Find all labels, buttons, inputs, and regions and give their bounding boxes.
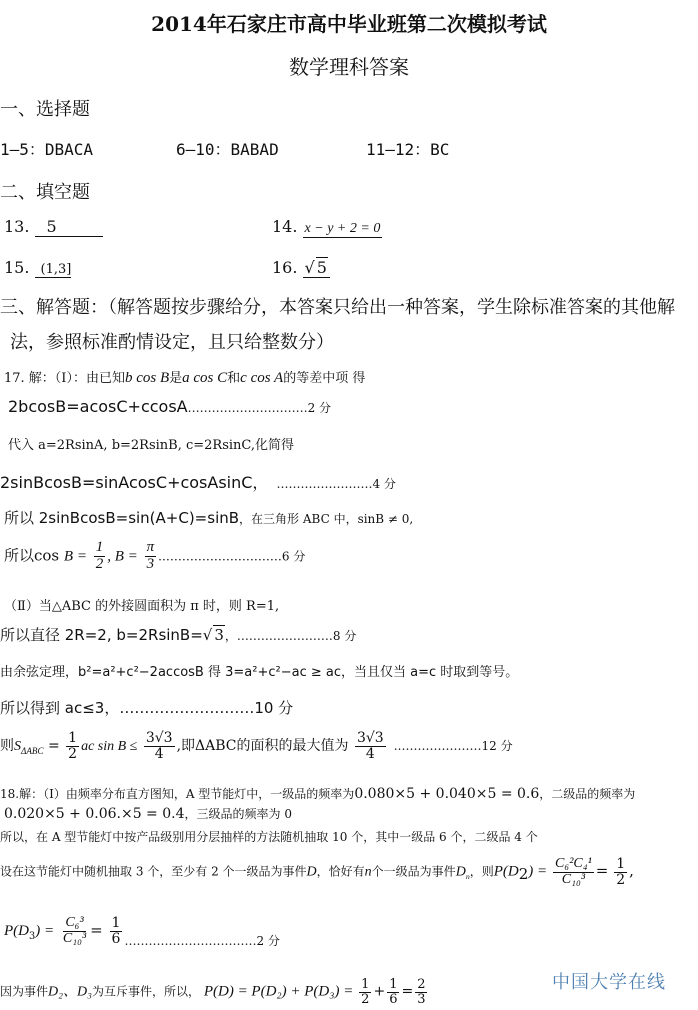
q18-l2-text: ，三级品的频率为 0 [184,807,292,821]
q18-l4-eq: = [595,861,609,880]
fraction-two-thirds [415,978,427,1006]
q18-l6-expr: P(D) = P(D₂) + P(D₃) = [203,983,354,1000]
fraction-3root3-4 [144,731,175,761]
q18-l5-p2: ) = [35,923,55,940]
q17-eq2-dots: ……………………4 分 [276,477,396,491]
page-subtitle: 数学理科答案 [289,55,409,79]
frac-den: C₁₀³ [561,871,586,887]
q18-l4-text: 设在这节能灯中随机抽取 3 个，至少有 2 个一级品为事件 [0,864,307,879]
q17-eq6: 由余弦定理，b²=a²+c²−2accosB 得 3=a²+c²−ac ≥ ac，当且仅当 a=c 时取到等号。 [0,665,519,680]
fraction-one-half [614,857,627,887]
fraction-one-sixth [387,978,399,1006]
q18-l4-comma: , [629,861,634,880]
q18-l5-p: P(D [4,923,29,940]
q18-line1 [0,785,635,802]
q17-intro-math2: a cos C [182,370,228,386]
fill-q13 [4,217,103,237]
section-heading-choice: 一、选择题 [0,99,90,120]
frac-den: 3 [146,555,155,572]
q18-l1-math: 0.080×5 + 0.040×5 = 0.6 [354,786,540,802]
q17-eq7: 所以得到 ac≤3，………………………10 分 [0,699,294,717]
q17-eq4-var2: , B = [107,548,138,565]
q13-answer: 5 [35,217,103,237]
q13-label: 13. [4,217,30,236]
q16-label: 16. [272,258,298,277]
frac-num: 3√3 [145,730,173,746]
q17-intro-text2: 是 [169,371,183,386]
q17-eq4-dots: .…………………………6 分 [158,549,306,564]
q16-answer: √ 5 [303,258,330,278]
q18-l6-plus: + [373,983,386,1000]
page-title: 2014年石家庄市高中毕业班第二次模拟考试 [151,12,547,36]
q18-l6-text2: 为互斥事件，所以， [91,984,200,999]
section-heading-solve-line2: 法，参照标准酌情设定，且只给整数分） [10,332,334,353]
q14-answer: x − y + 2 = 0 [304,221,381,236]
q18-l4-dn: D [455,864,466,880]
q18-l6-math: D₂、D₃ [48,984,92,1000]
q18-l1-text2: ，二级品的频率为 [539,787,636,801]
q18-l4-text3: 个一级品为事件 [371,864,456,879]
q18-l2-math: 0.020×5 + 0.06.×5 = 0.4 [4,806,185,822]
q17-eq5-radicand: 3 [214,626,224,644]
fraction-one-sixth [110,916,123,946]
q18-line2 [4,805,292,822]
fraction-combination [61,916,88,946]
fill-q16 [272,258,330,278]
frac-den: 2 [616,871,626,888]
q15-label: 15. [4,258,30,277]
frac-den: 6 [111,930,121,947]
q18-l4-n: n [364,864,372,880]
frac-num: C₆²C₄¹ [554,856,592,871]
q17-intro-math1: b cos B [124,370,170,386]
q18-l4-text4: ，则 [469,864,494,879]
q17-intro [4,367,365,387]
choice-answers-6-10: 6—10：BABAD [176,140,279,159]
frac-num: 1 [361,977,370,992]
frac-num: 1 [68,730,78,746]
choice-answers-11-12: 11—12：BC [366,140,450,159]
section-heading-fill: 二、填空题 [0,182,90,203]
q17-eq1 [8,397,331,416]
watermark-logo: 中国大学在线 [552,972,666,993]
q17-intro-text: 17. 解：（Ⅰ）：由已知 [4,371,125,386]
q17-eq3-note: ，在三角形 ABC 中，sinB ≠ 0, [239,512,414,526]
frac-num: 1 [95,539,104,555]
q18-l1-text: 18.解：（Ⅰ）由频率分布直方图知，A 型节能灯中，一级品的频率为 [0,787,355,801]
fill-q15 [4,258,71,278]
q17-intro-math3: c cos A [240,370,284,386]
q18-l5-p-sub: 3 [29,931,36,943]
q18-l6-eq: = [401,983,414,1000]
frac-den: C₁₀³ [62,930,87,946]
q17-intro-text3: 和 [227,371,241,386]
frac-num: C₆³ [65,915,84,930]
q18-l4-p-sub: 2 [518,865,529,884]
frac-num: π [146,539,155,555]
q14-label: 14. [272,217,298,236]
q18-line6 [0,978,429,1006]
q17-eq8-text2: ,即ΔABC的面积的最大值为 [176,738,349,755]
q18-l4-text2: ，恰好有 [316,864,365,879]
q18-line4 [0,857,634,887]
frac-den: 3 [417,991,426,1007]
q18-l4-dn-sub: n [465,872,470,882]
q17-eq8-text: 则 [0,738,14,755]
frac-den: 6 [389,991,398,1007]
fraction-one-half [94,540,106,573]
frac-den: 2 [95,555,104,572]
frac-num: 1 [111,915,121,931]
fill-q14 [272,217,382,238]
frac-num: 3√3 [356,730,384,746]
q15-answer: (1,3] [35,262,71,278]
q17-eq8-dots: .…………………12 分 [393,739,513,754]
frac-num: 1 [616,856,626,872]
q18-line3: 所以，在 A 型节能灯中按产品级别用分层抽样的方法随机抽取 10 个，其中一级品 6 个，二级品 4 个 [0,830,538,844]
q17-eq5: 所以直径 2R=2, b=2RsinB=√ 3，……………………8 分 [0,626,357,644]
q17-eq3-text: 所以 2sinBcosB=sin(A+C)=sinB [4,509,240,527]
frac-num: 2 [417,977,426,992]
frac-den: 4 [154,745,164,762]
frac-den: 2 [68,745,78,762]
q17-eq4-var: B = [63,548,87,565]
q17-substitution: 代入 a=2RsinA, b=2RsinB, c=2RsinC,化简得 [8,438,295,453]
q18-l6-text: 因为事件 [0,984,49,999]
q18-l4-d: D [306,864,317,880]
q18-l4-p2: ) = [528,863,548,880]
choice-answers-1-5: 1—5：DBACA [0,140,94,159]
q17-eq2-text: 2sinBcosB=sinAcosC+cosAsinC， [0,473,269,492]
q18-l4-p: P(D [493,863,519,880]
q17-eq4-text: 所以cos [4,546,60,565]
q17-eq8-sub: ΔABC [21,745,44,756]
frac-den: 2 [361,991,370,1007]
fraction-one-half [359,978,371,1006]
q17-eq8-expr: ac sin B ≤ [81,739,138,755]
q17-eq4 [4,540,305,573]
q17-eq1-dots: …………………………2 分 [187,401,332,415]
q18-l5-dots: ……………………………2 分 [124,934,280,949]
q17-part2: （Ⅱ）当△ABC 的外接圆面积为 π 时，则 R=1, [4,599,280,614]
q17-eq8-s: S [14,739,21,755]
q17-eq3 [4,507,413,528]
fraction-pi-third [145,540,157,573]
q17-eq5-text: 所以直径 2R=2, b=2RsinB= [0,626,203,644]
q17-eq8 [0,731,513,761]
fraction-combination [553,857,594,887]
frac-den: 4 [365,745,375,762]
q18-l5-eq: = [90,921,103,940]
section-heading-solve-line1: 三、解答题：（解答题按步骤给分，本答案只给出一种答案，学生除标准答案的其他解 [0,297,675,318]
q17-eq8-eq: = [43,738,60,755]
q17-intro-text4: 的等差中项 得 [283,371,366,386]
q17-eq2 [0,470,396,493]
fraction-one-half [66,731,79,761]
fraction-3root3-4 [355,731,386,761]
q17-eq5-dots: ，……………………8 分 [224,629,357,643]
q17-eq1-text: 2bcosB=acosC+ccosA [8,397,188,416]
q16-radicand: 5 [316,258,327,277]
frac-num: 1 [389,977,398,992]
q18-line5 [4,916,280,949]
